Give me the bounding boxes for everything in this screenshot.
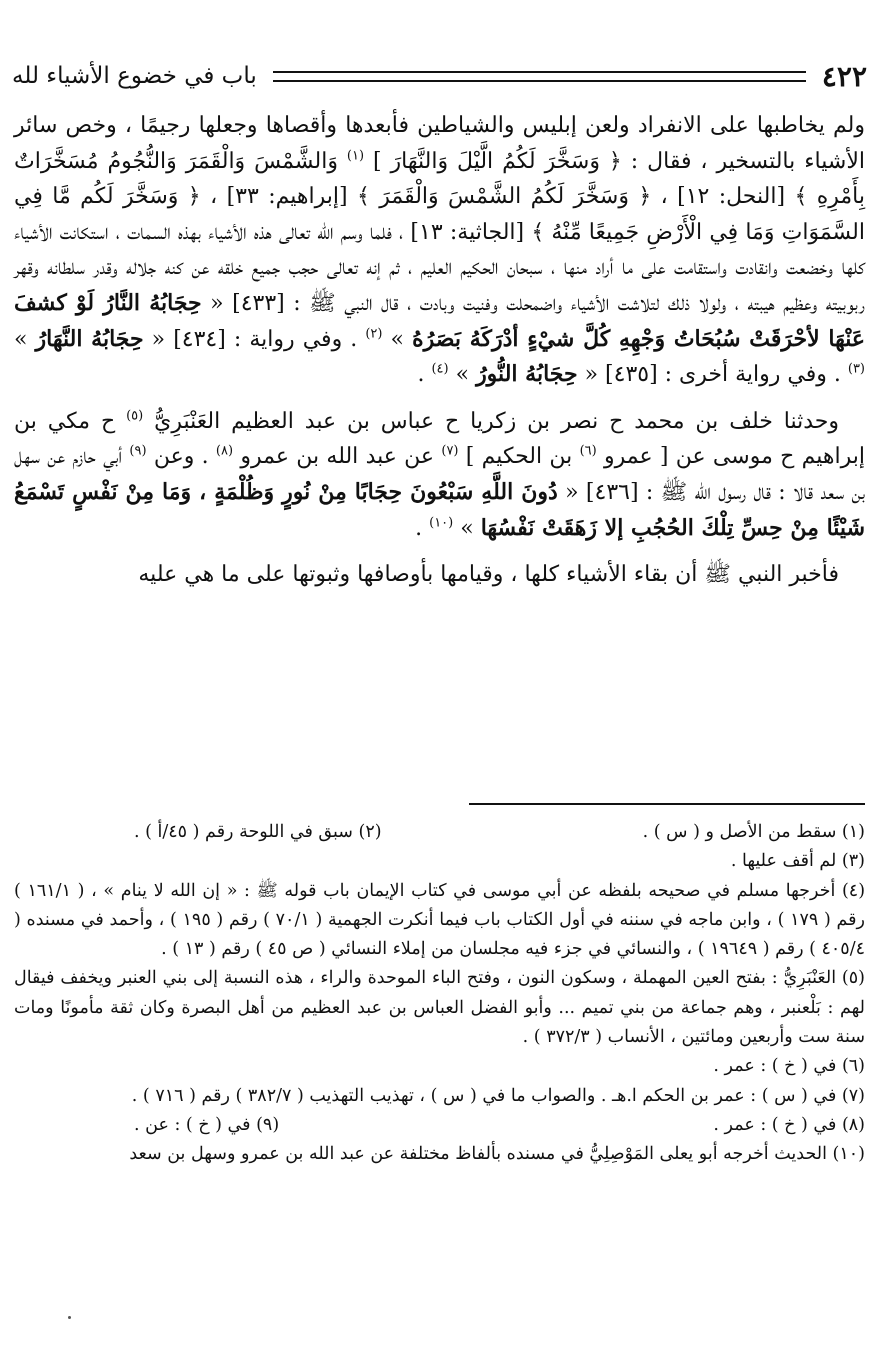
- text-run: »: [14, 326, 36, 352]
- footnote-ref: (٣): [847, 361, 865, 377]
- footnote-6: (٦) في ( خ ) : عمر .: [713, 1056, 865, 1077]
- footnote-8: (٨) في ( خ ) : عمر .: [713, 1114, 865, 1135]
- footnote-9: (٩) في ( خ ) : عن .: [134, 1114, 280, 1135]
- page-header: [12, 56, 867, 96]
- hadith-text: حِجَابُهُ النُّورُ: [476, 361, 578, 388]
- text-run: .: [415, 515, 430, 541]
- text-run: . وعن: [146, 444, 216, 470]
- footnotes: [14, 818, 865, 1170]
- footnote-row: [14, 818, 865, 847]
- running-title: باب في خضوع الأشياء لله: [12, 63, 257, 89]
- footnote-ref: (٦): [579, 444, 597, 460]
- hadith-text: حِجَابُهُ النَّهَارُ: [35, 325, 144, 352]
- footnote-ref: (١٠): [429, 515, 454, 531]
- hadith-text: دُونَ اللَّهِ سَبْعُونَ حِجَابًا مِنْ نُورٍ وَظُلْمَةٍ ، وَمَا مِنْ نَفْسٍ تَسْمَعُ شَيْئًا مِنْ حِسِّ تِلْكَ الحُجُبِ إلا زَهَقَتْ نَفْسُهَا: [14, 478, 865, 541]
- hadith-text: حِجَابُهُ النَّارُ لَوْ كشفَ عَنْهَا لأحْرَقَتْ سُبُحَاتُ وَجْهِهِ كُلَّ شيْءٍ أدْرَكَهُ بَصَرُهُ: [14, 289, 866, 352]
- page-speck: [68, 1316, 71, 1319]
- footnote-1: (١) سقط من الأصل و ( س ) .: [642, 822, 865, 842]
- footnote-4: (٤) أخرجها مسلم في صحيحه بلفظه عن أبي موسى في كتاب الإيمان باب قوله ﷺ : « إن الله لا ينام » ، ( ١٦١/١ ) رقم ( ١٧٩ ) ، وابن ماجه في سننه في أول الكتاب باب فيما أنكرت الجهمية ( ٧٠/١ ) رقم ( ١٩٥ ) ، وأحمد في مسنده ( ٤٠٥/٤ ) رقم ( ١٩٦٤٩ ) ، والنسائي في جزء فيه مجلسان من إملاء النسائي ( ص ٤٥ ) رقم ( ١٣ ) .: [14, 880, 866, 960]
- text-run: فأخبر النبي ﷺ أن بقاء الأشياء كلها ، وقيامها بأوصافها وثبوتها على ما هي عليه: [138, 562, 839, 588]
- footnote-ref: (٨): [215, 444, 234, 460]
- text-run: وحدثنا خلف بن محمد ح نصر بن زكريا ح عباس بن عبد العظيم العَنْبَرِيُّ: [143, 408, 839, 434]
- footnote-3: (٣) لم أقف عليها .: [730, 851, 865, 872]
- main-text: [14, 108, 865, 593]
- footnote-7: (٧) في ( س ) : عمر بن الحكم ا.هـ . والصواب ما في ( س ) ، تهذيب التهذيب ( ٣٨٢/٧ ) رقم ( ٧١٦ ) .: [131, 1085, 865, 1106]
- footnote-separator: [469, 803, 865, 805]
- text-run: »: [382, 326, 413, 352]
- footnote-ref: (٤): [431, 361, 449, 377]
- footnote-5: (٥) العَنْبَرِيُّ : بفتح العين المهملة ، وسكون النون ، وفتح الباء الموحدة والراء ، هذه النسبة إلى بني العنبر ويخفف فيقال لهم : بَلْعنبر ، وهم جماعة من بني تميم ... وأبو الفضل العباس بن عبد العظيم من أهل البصرة وكان ثقة مأمونًا ومات سنة ست وأربعين ومائتين ، الأنساب ( ٣٧٢/٣ ) .: [14, 968, 865, 1048]
- footnote-row: [14, 1111, 865, 1140]
- text-run: »: [448, 362, 477, 388]
- text-run: . وفي رواية أخرى : [٤٣٥] «: [577, 362, 848, 388]
- text-run: بن الحكيم ]: [458, 444, 580, 470]
- paragraph: [14, 557, 865, 593]
- text-run: .: [417, 362, 432, 388]
- text-run: . وفي رواية : [٤٣٤] «: [143, 326, 366, 352]
- header-rule: [273, 71, 806, 82]
- footnote-ref: (٢): [365, 326, 383, 342]
- text-run: عن عبد الله بن عمرو: [233, 444, 442, 470]
- footnote-2: (٢) سبق في اللوحة رقم ( ٤٥/أ ) .: [134, 822, 382, 842]
- page-number: ٤٢٢: [821, 59, 867, 93]
- text-run: ح مكي بن إبراهيم ح موسى عن [ عمرو: [14, 408, 865, 470]
- footnote-ref: (٧): [441, 444, 459, 460]
- text-run: وَالشَّمْسَ وَالْقَمَرَ وَالنُّجُومُ مُسَخَّرَاتٌ بِأَمْرِهِ ﴾ [النحل: ١٢] ، ﴿ وَسَخَّرَ لَكُمُ الشَّمْسَ وَالْقَمَرَ ﴾ [إبراهيم: ٣٣] ، ﴿ وَسَخَّرَ لَكُم مَّا فِي السَّمَوَاتِ وَمَا فِي الْأَرْضِ جَمِيعًا مِّنْهُ ﴾ [الجاثية: ١٣] ، فلما وسم الله تعالى هذه الأشياء بهذه السمات ، استكانت الأشياء كلها وخضعت وانقادت واستقامت على ما أراد منها ، سبحان الحكيم العليم ، ثم إنه تعالى حجب جميع خلقه عن كنه جلاله وقدر سلطانه وقهر ربوبيته وعظيم هيبته ، ولولا ذلك لتلاشت الأشياء واضمحلت وفنيت وبادت ، قال النبي ﷺ : [٤٣٣] «: [14, 148, 866, 316]
- footnote-ref: (١): [346, 148, 365, 164]
- text-run: أبي حازم عن سهل بن سعد قالا : قال رسول الله ﷺ : [٤٣٦] «: [14, 444, 866, 505]
- text-run: ولم يخاطبها على الانفراد ولعن إبليس والشياطين فأبعدها وأقصاها وجعلها رجيمًا ، وخص سائر الأشياء بالتسخير ، فقال : ﴿ وَسَخَّرَ لَكُمُ الَّيْلَ وَالنَّهَارَ ]: [14, 113, 865, 174]
- footnote-10: (١٠) الحديث أخرجه أبو يعلى المَوْصِلِيُّ في مسنده بألفاظ مختلفة عن عبد الله بن عمرو وسهل بن سعد: [129, 1144, 865, 1165]
- text-run: »: [453, 515, 481, 541]
- paragraph: [14, 404, 865, 546]
- paragraph: [14, 108, 865, 393]
- footnote-ref: (٩): [129, 444, 147, 460]
- footnote-ref: (٥): [126, 408, 144, 424]
